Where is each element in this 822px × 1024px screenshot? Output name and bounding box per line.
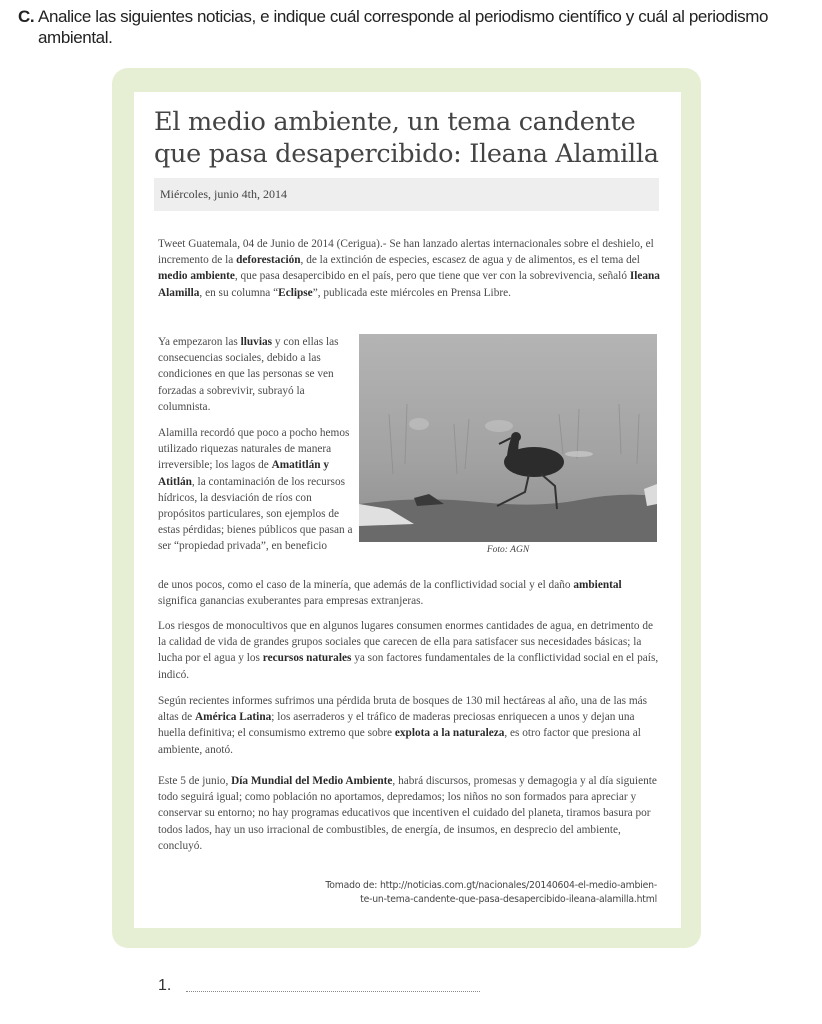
bold-term: Eclipse xyxy=(278,286,313,299)
text-run: , habrá discursos, promesas y demagogia y al día siguiente todo seguirá igual; como población no aportamos, depredamos; los niños no son formados para apreciar y conservar su entorno; no hay programas educativos que incentiven el cuidado del planeta, tiramos basura por todos lados, hay un uso irracional de combustibles, de energía, de insumos, en desprecio del ambiente, concluyó. xyxy=(158,775,657,852)
bold-term: explota a la naturaleza xyxy=(394,727,505,740)
text-run: y con ellas las consecuencias sociales, debido a las condiciones en que las personas se ven forzadas a sobrevivir, subrayó la columnista. xyxy=(158,336,339,413)
text-run: , la contaminación de los recursos hídricos, la desviación de ríos con propósitos particulares, son ejemplos de estas pérdidas; bienes públicos que pasan a ser “propiedad privada”, en beneficio xyxy=(158,475,353,553)
exercise-instruction xyxy=(18,6,808,48)
source-citation xyxy=(290,879,657,906)
text-run: , que pasa desapercibido en el país, pero que tiene que ver con la sobrevivencia, señaló xyxy=(234,270,630,283)
article-paragraph-dia-mundial xyxy=(158,773,663,854)
article-date: Miércoles, junio 4th, 2014 xyxy=(160,187,287,201)
text-run: significa ganancias exuberantes para empresas extranjeras. xyxy=(158,595,424,608)
text-run: ”, publicada este miércoles en Prensa Libre. xyxy=(312,286,511,299)
text-run: ; los aserraderos y el tráfico de maderas preciosas enriquecen a unos y dejan una huella definitiva; el consumismo extremo que sobre xyxy=(158,711,635,740)
bold-term: ambiental xyxy=(573,579,622,591)
exercise-letter: C. xyxy=(18,7,35,26)
text-run: Según recientes informes sufrimos una pérdida bruta de bosques de 130 mil hectáreas al año, una de las más altas de xyxy=(158,695,648,724)
text-run: ya son factores fundamentales de la conflictividad social en el país, indicó. xyxy=(158,652,659,681)
blurred-bird xyxy=(485,420,513,432)
text-run: Los riesgos de monocultivos que en algunos lugares consumen enormes cantidades de agua, en detrimento de la calidad de vida de grandes grupos sociales que carecen de ella para satisfacer sus necesidades básicas; la lucha por el agua y los xyxy=(158,620,654,665)
instruction-line-1: Analice las siguientes noticias, e indique cuál corresponde al periodismo científico y cuál al periodismo xyxy=(38,7,769,26)
bold-term: Día Mundial del Medio Ambiente xyxy=(231,775,393,787)
instruction-line-2: ambiental. xyxy=(38,28,113,47)
source-line-1: Tomado de: http://noticias.com.gt/nacionales/20140604-el-medio-ambien- xyxy=(325,880,657,891)
answer-blank-line[interactable] xyxy=(186,991,480,992)
article-title: El medio ambiente, un tema candente que pasa desapercibido: Ileana Alamilla xyxy=(154,107,659,169)
text-run: Tweet Guatemala, 04 de Junio de 2014 (Cerigua).- Se han lanzado alertas internacionales sobre el deshielo, el incremento de la xyxy=(158,238,654,267)
bold-term: recursos naturales xyxy=(262,652,352,665)
text-run: Ya empezaron las xyxy=(158,336,241,348)
article-paragraph-alamilla xyxy=(158,425,358,555)
text-run: , en su columna “ xyxy=(199,286,279,299)
bold-term: deforestación xyxy=(236,254,301,267)
text-run: Este 5 de junio, xyxy=(158,775,232,787)
text-run: , de la extinción de especies, escasez de agua y de alimentos, es el tema del xyxy=(300,254,640,267)
article-paragraph-monocultivos xyxy=(158,618,663,683)
photo-caption: Foto: AGN xyxy=(486,545,530,555)
reflection xyxy=(565,451,593,457)
bird-photo xyxy=(359,334,657,542)
article-intro-paragraph xyxy=(158,236,663,301)
bird-photo-graphic xyxy=(359,334,657,542)
bold-term: medio ambiente xyxy=(158,270,235,283)
bold-term: Ileana Alamilla xyxy=(158,270,660,299)
answer-number: 1. xyxy=(158,977,172,994)
bold-term: lluvias xyxy=(240,336,273,348)
text-run: Alamilla recordó que poco a pocho hemos utilizado riquezas naturales de manera irreversible; los lagos de xyxy=(158,427,350,472)
source-line-2: te-un-tema-candente-que-pasa-desapercibido-ileana-alamilla.html xyxy=(360,893,657,905)
date-bar xyxy=(154,178,659,211)
text-run: , es otro factor que presiona al ambiente, anotó. xyxy=(158,727,641,756)
text-run: de unos pocos, como el caso de la minería, que además de la conflictividad social y el daño xyxy=(158,579,574,591)
article-paragraph-mineria xyxy=(158,577,663,609)
blurred-bird xyxy=(409,418,429,430)
bold-term: Amatitlán y Atitlán xyxy=(158,459,330,488)
article-paragraph-bosques xyxy=(158,693,663,758)
article-paragraph-lluvias xyxy=(158,334,358,415)
bold-term: América Latina xyxy=(195,711,272,724)
